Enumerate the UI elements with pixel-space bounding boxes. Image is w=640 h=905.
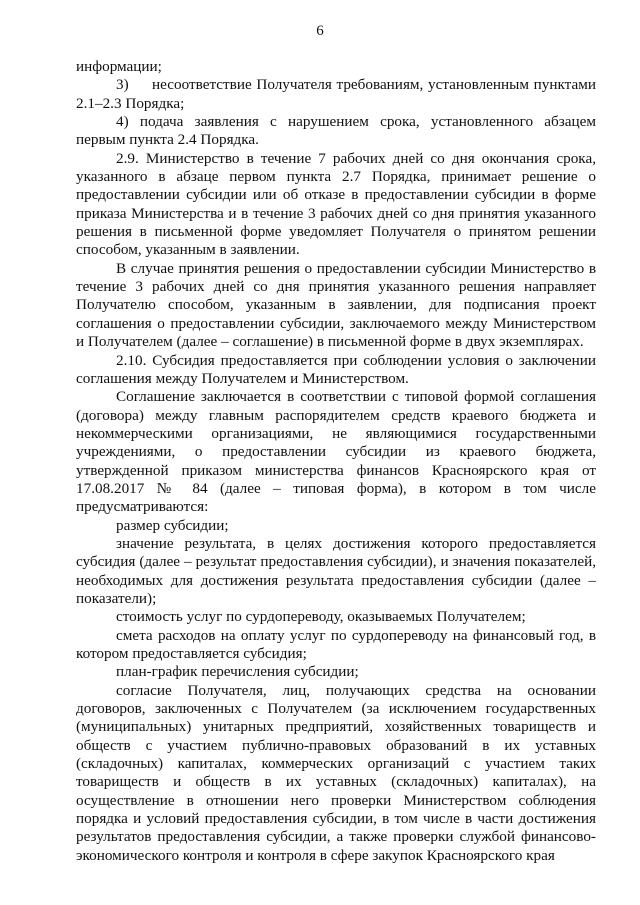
list-item-4: 4) подача заявления с нарушением срока, установленного абзацем первым пункта 2.4 Порядка. bbox=[76, 113, 596, 149]
paragraph-continuation: информации; bbox=[76, 58, 162, 75]
clause-2-10: 2.10. Субсидия предоставляется при соблюдении условия о заключении соглашения между Получателем и Министерством. bbox=[76, 351, 596, 387]
clause-2-9: 2.9. Министерство в течение 7 рабочих дней со дня окончания срока, указанного в абзаце первом пункта 2.7 Порядка, принимает решение о предоставлении субсидии или об отказе в предоставлении субсидии в форме приказа Министерства и в течение 3 рабочих дней со дня принятия указанного решения в письменной форме уведомляет Получателя о принятом решении способом, указанным в заявлении. bbox=[76, 149, 596, 259]
list-item-3: 3) несоответствие Получателя требованиям, установленным пунктами 2.1–2.3 Порядка; bbox=[76, 76, 596, 112]
provision-subsidy-amount: размер субсидии; bbox=[116, 516, 229, 534]
provision-service-cost: стоимость услуг по сурдопереводу, оказываемых Получателем; bbox=[116, 608, 526, 626]
page-number: 6 bbox=[316, 23, 324, 39]
provision-result-value: значение результата, в целях достижения которого предоставляется субсидия (далее – результат предоставления субсидии), и значения показателей, необходимых для достижения результата предоставления субсидии (далее – показатели); bbox=[76, 534, 596, 607]
document-body bbox=[76, 58, 596, 865]
provision-audit-consent: согласие Получателя, лиц, получающих средства на основании договоров, заключенных с Получателем (за исключением государственных (муниципальных) унитарных предприятий, хозяйственных товариществ и обществ с участием публично-правовых образований в их уставных (складочных) капиталах, коммерческих организаций с участием таких товариществ и обществ в их уставных (складочных) капиталах), на осуществление в отношении него проверки Министерством соблюдения порядка и условий предоставления субсидии, в том числе в части достижения результатов предоставления субсидии, а также проверки службой финансово-экономического контроля и контроля в сфере закупок Красноярского края bbox=[76, 681, 596, 864]
paragraph-agreement-sending: В случае принятия решения о предоставлении субсидии Министерство в течение 3 рабочих дней со дня принятия указанного решения направляет Получателю способом, указанным в заявлении, для подписания проект соглашения о предоставлении субсидии, заключаемого между Министерством и Получателем (далее – соглашение) в письменной форме в двух экземплярах. bbox=[76, 259, 596, 351]
provision-expense-estimate: смета расходов на оплату услуг по сурдопереводу на финансовый год, в котором предоставляется субсидия; bbox=[76, 626, 596, 662]
paragraph-agreement-form: Соглашение заключается в соответствии с типовой формой соглашения (договора) между главным распорядителем средств краевого бюджета и некоммерческими организациями, не являющимися государственными учреждениями, о предоставлении субсидии из краевого бюджета, утвержденной приказом министерства финансов Красноярского края от 17.08.2017 № 84 (далее – типовая форма), в котором в том числе предусматриваются: bbox=[76, 388, 596, 516]
provision-payment-schedule: план-график перечисления субсидии; bbox=[116, 663, 359, 681]
